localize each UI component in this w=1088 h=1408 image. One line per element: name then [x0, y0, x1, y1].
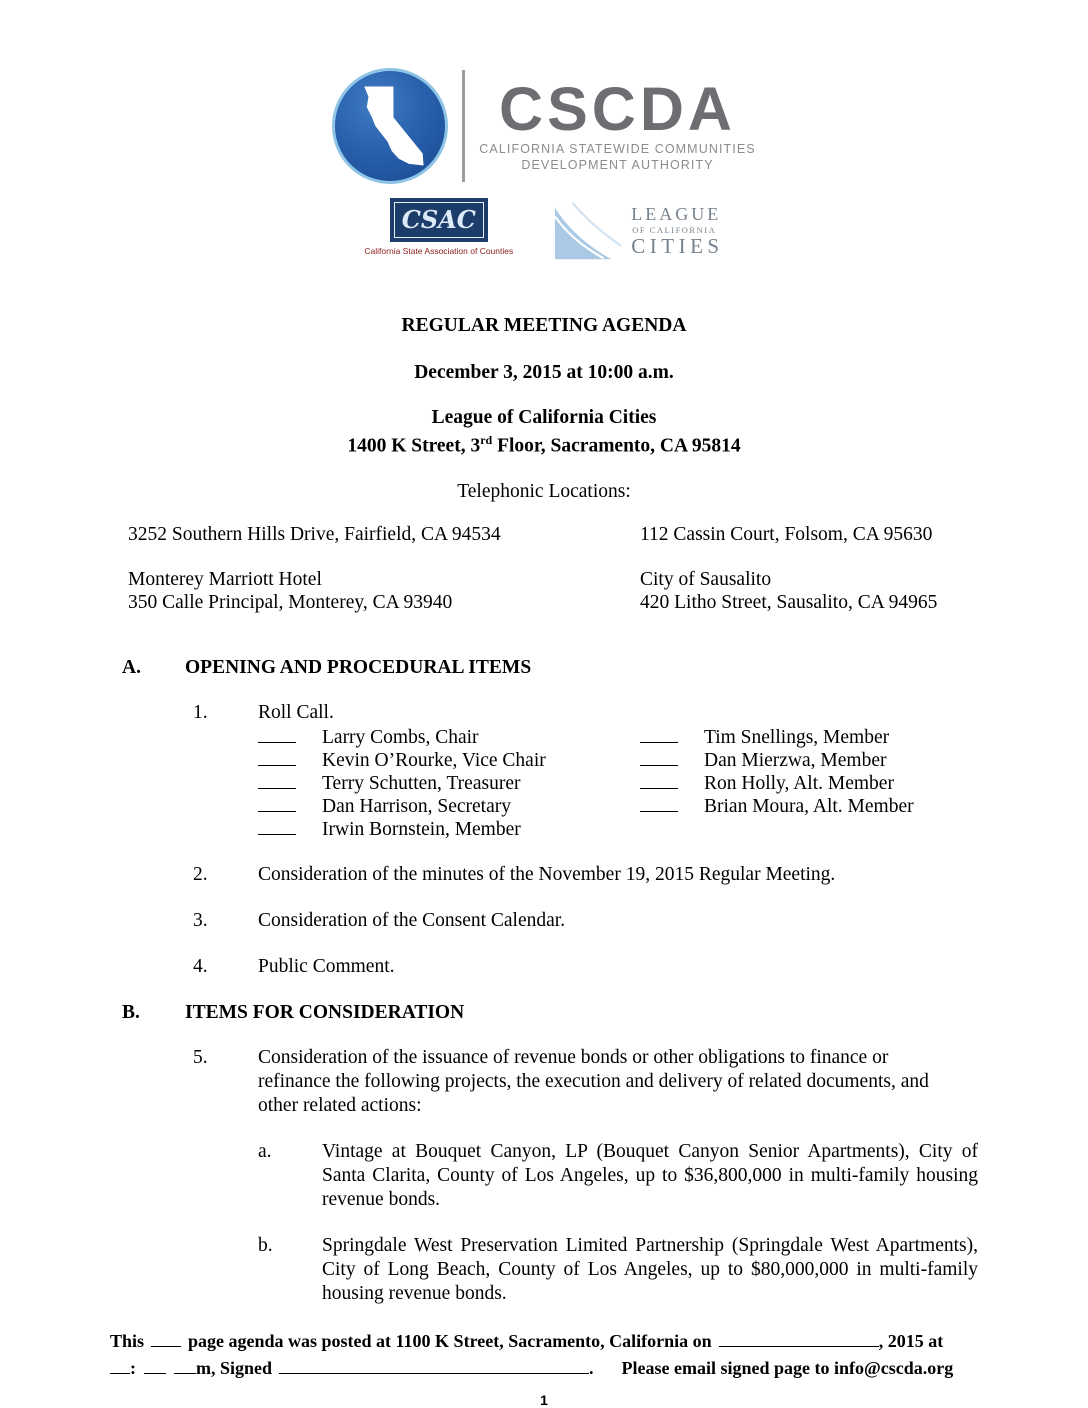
posting-notice-part1: This: [110, 1330, 145, 1351]
league-line2: OF CALIFORNIA: [632, 224, 717, 235]
item-2-number: 2.: [193, 863, 208, 885]
roll-call-row: [640, 726, 978, 749]
roll-call-right-column: [640, 726, 978, 841]
location-fairfield: 3252 Southern Hills Drive, Fairfield, CA 94534: [128, 523, 501, 545]
item-4-text: Public Comment.: [258, 955, 395, 977]
sub-item-b-text: Springdale West Preservation Limited Partnership (Springdale West Apartments), City of Long Beach, County of Los Angeles, up to $80,000,000 in multi-family housing revenue bonds.: [322, 1234, 978, 1304]
location-folsom: 112 Cassin Court, Folsom, CA 95630: [640, 523, 933, 545]
venue-address-post: Floor, Sacramento, CA 95814: [492, 435, 741, 457]
item-5-bond-issuance: [110, 1046, 978, 1118]
roll-call-name: Irwin Bornstein, Member: [322, 818, 521, 840]
cscda-wordmark-block: [479, 74, 756, 173]
roll-call-blank: [640, 753, 678, 766]
posting-notice-email: Please email signed page to info@cscda.org: [621, 1357, 954, 1378]
league-wordmark: [631, 205, 723, 258]
minute-blank: [144, 1361, 166, 1374]
cscda-wordmark: CSCDA: [499, 74, 736, 143]
signature-blank: [279, 1361, 589, 1374]
item-1-roll-call: [110, 701, 978, 725]
roll-call-row: [258, 795, 640, 818]
item-2-minutes: [110, 863, 978, 887]
roll-call-name: Brian Moura, Alt. Member: [704, 795, 914, 817]
date-blank: [719, 1334, 879, 1347]
roll-call-left-column: [258, 726, 640, 841]
league-logo: [553, 200, 723, 262]
roll-call-row: [258, 749, 640, 772]
roll-call-name: Kevin O’Rourke, Vice Chair: [322, 749, 546, 771]
item-2-text: Consideration of the minutes of the November 19, 2015 Regular Meeting.: [258, 863, 836, 885]
league-line1: LEAGUE: [631, 203, 722, 224]
roll-call-blank: [258, 822, 296, 835]
telephonic-locations: [110, 523, 978, 614]
posting-notice-period: .: [589, 1357, 594, 1378]
hour-blank: [110, 1361, 130, 1374]
cscda-tagline-line2: DEVELOPMENT AUTHORITY: [521, 157, 714, 172]
csac-inner-border: [394, 202, 484, 238]
roll-call-name: Tim Snellings, Member: [704, 726, 890, 748]
csac-logo: [364, 198, 513, 256]
roll-call-name: Larry Combs, Chair: [322, 726, 479, 748]
roll-call-name: Dan Harrison, Secretary: [322, 795, 511, 817]
posting-notice: [110, 1328, 978, 1382]
cscda-tagline-line1: CALIFORNIA STATEWIDE COMMUNITIES: [479, 141, 756, 156]
item-3-consent-calendar: [110, 909, 978, 933]
venue-address: [110, 429, 978, 458]
location-row-2: [128, 568, 978, 614]
roll-call-name: Dan Mierzwa, Member: [704, 749, 887, 771]
sub-item-a-text: Vintage at Bouquet Canyon, LP (Bouquet Canyon Senior Apartments), City of Santa Clarita, County of Los Angeles, up to $36,800,000 in multi-family housing revenue bonds.: [322, 1140, 978, 1210]
california-state-icon: [347, 79, 433, 173]
section-b-title: ITEMS FOR CONSIDERATION: [185, 1001, 465, 1023]
csac-wordmark: CSAC: [401, 205, 476, 234]
roll-call-blank: [258, 799, 296, 812]
cscda-tagline: [479, 141, 755, 173]
roll-call-list: [258, 726, 978, 841]
location-sausalito-line1: City of Sausalito: [640, 568, 772, 590]
roll-call-row: [640, 749, 978, 772]
item-3-text: Consideration of the Consent Calendar.: [258, 909, 566, 931]
location-sausalito-line2: 420 Litho Street, Sausalito, CA 94965: [640, 591, 938, 613]
roll-call-blank: [640, 799, 678, 812]
posting-notice-signed-label: m, Signed: [196, 1357, 273, 1378]
cscda-logo: [110, 62, 978, 190]
logo-divider: [462, 70, 465, 182]
roll-call-name: Ron Holly, Alt. Member: [704, 772, 894, 794]
posting-notice-colon: :: [130, 1357, 136, 1378]
item-1-text: Roll Call.: [258, 701, 334, 723]
venue-block: [110, 406, 978, 458]
sub-item-a-letter: a.: [258, 1140, 272, 1162]
sub-item-a-vintage: [110, 1140, 978, 1212]
venue-address-pre: 1400 K Street, 3: [347, 435, 481, 457]
telephonic-label: Telephonic Locations:: [457, 480, 631, 502]
roll-call-blank: [258, 730, 296, 743]
item-4-public-comment: [110, 955, 978, 979]
california-globe-icon: [332, 68, 448, 184]
section-a-header: [110, 656, 978, 679]
meeting-title: REGULAR MEETING AGENDA: [401, 315, 687, 336]
item-4-number: 4.: [193, 955, 208, 977]
csac-box: [390, 198, 488, 242]
page-count-blank: [151, 1334, 181, 1347]
roll-call-blank: [258, 776, 296, 789]
location-monterey-line2: 350 Calle Principal, Monterey, CA 93940: [128, 591, 453, 613]
roll-call-row: [640, 795, 978, 818]
item-3-number: 3.: [193, 909, 208, 931]
roll-call-blank: [640, 730, 678, 743]
meeting-datetime: December 3, 2015 at 10:00 a.m.: [414, 362, 674, 383]
section-a-title: OPENING AND PROCEDURAL ITEMS: [185, 656, 532, 678]
location-sausalito: [640, 568, 978, 614]
roll-call-row: [258, 818, 640, 841]
posting-notice-part3: , 2015 at: [878, 1330, 944, 1351]
csac-caption: California State Association of Counties: [364, 246, 514, 256]
roll-call-row: [640, 772, 978, 795]
location-monterey: [128, 568, 640, 614]
location-monterey-line1: Monterey Marriott Hotel: [128, 568, 322, 590]
location-row-1: [128, 523, 978, 546]
league-swoosh-icon: [553, 200, 623, 262]
roll-call-blank: [640, 776, 678, 789]
roll-call-blank: [258, 753, 296, 766]
item-1-number: 1.: [193, 701, 208, 723]
roll-call-name: Terry Schutten, Treasurer: [322, 772, 521, 794]
sub-item-b-springdale: [110, 1234, 978, 1306]
section-b-header: [110, 1001, 978, 1024]
section-b-letter: B.: [122, 1001, 140, 1023]
item-5-text: Consideration of the issuance of revenue bonds or other obligations to finance or refinance the following projects, the execution and delivery of related documents, and other related actions:: [258, 1046, 929, 1116]
league-line3: CITIES: [631, 234, 724, 259]
sub-item-b-letter: b.: [258, 1234, 273, 1256]
section-a-letter: A.: [122, 656, 141, 678]
posting-notice-part2: page agenda was posted at 1100 K Street, Sacramento, California on: [188, 1330, 712, 1351]
venue-address-ordinal: rd: [480, 433, 493, 447]
item-5-number: 5.: [193, 1046, 208, 1068]
roll-call-row: [258, 772, 640, 795]
meridiem-blank: [174, 1361, 196, 1374]
partner-logos: [110, 198, 978, 268]
roll-call-row: [258, 726, 640, 749]
venue-name: League of California Cities: [431, 407, 657, 428]
page-number: 1: [540, 1391, 548, 1408]
